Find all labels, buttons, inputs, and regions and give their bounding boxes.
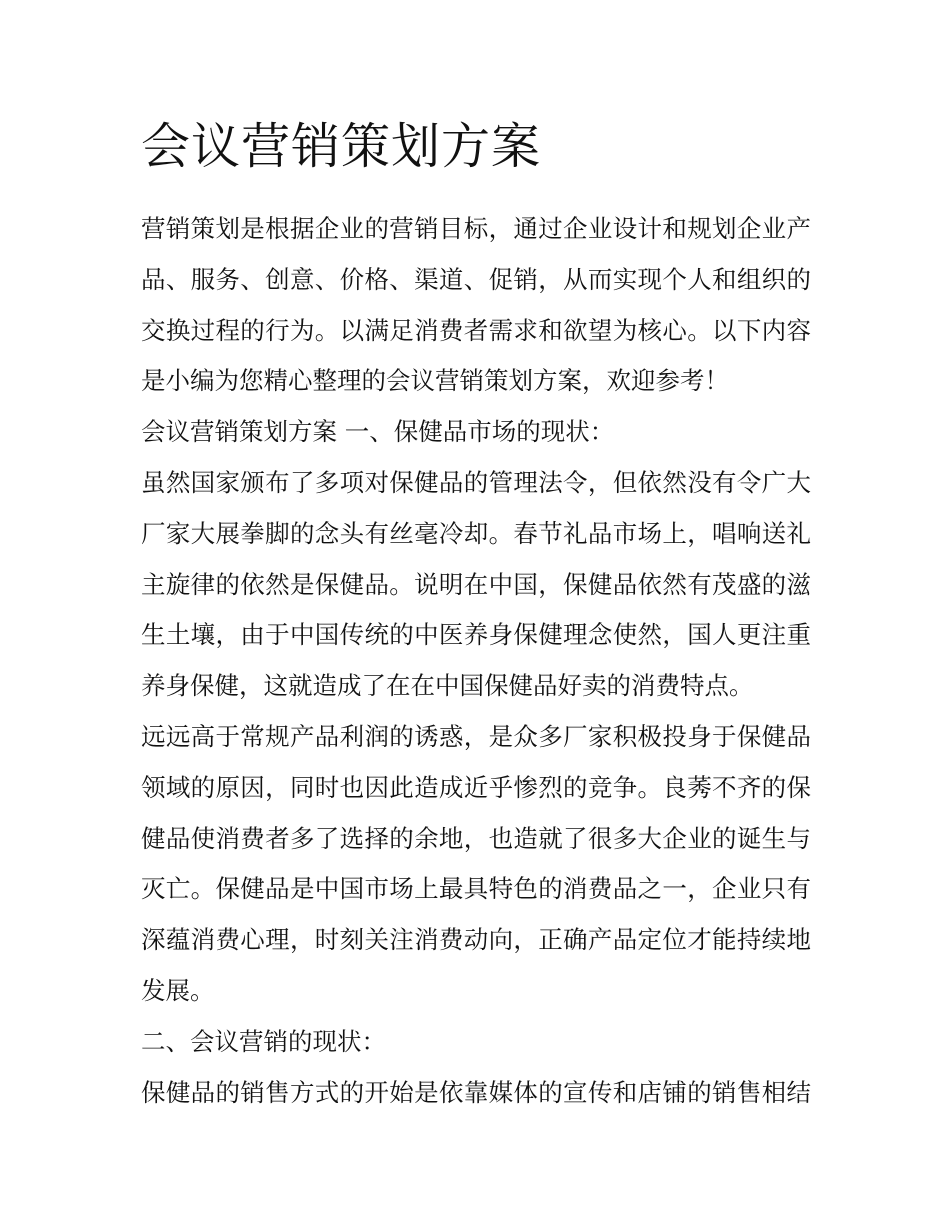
paragraph-line: 保健品的销售方式的开始是依靠媒体的宣传和店铺的销售相结 xyxy=(141,1077,811,1107)
paragraph-line: 领域的原因，同时也因此造成近乎惨烈的竞争。良莠不齐的保 xyxy=(141,772,811,802)
paragraph-line: 营销策划是根据企业的营销目标，通过企业设计和规划企业产 xyxy=(141,214,811,243)
document-body xyxy=(141,112,811,1118)
paragraph-intro xyxy=(141,204,811,407)
paragraph-line: 生土壤，由于中国传统的中医养身保健理念使然，国人更注重 xyxy=(141,620,811,650)
paragraph-line: 会议营销策划方案 一、保健品市场的现状： xyxy=(141,417,615,447)
paragraph-line: 灭亡。保健品是中国市场上最具特色的消费品之一，企业只有 xyxy=(141,874,811,904)
paragraph-line: 健品使消费者多了选择的余地，也造就了很多大企业的诞生与 xyxy=(141,823,811,853)
paragraph-line: 主旋律的依然是保健品。说明在中国，保健品依然有茂盛的滋 xyxy=(141,569,811,599)
paragraph-sales-methods xyxy=(141,1068,811,1119)
paragraph-line: 养身保健，这就造成了在在中国保健品好卖的消费特点。 xyxy=(141,671,754,701)
paragraph-line: 交换过程的行为。以满足消费者需求和欲望为核心。以下内容 xyxy=(141,315,811,345)
paragraph-line: 发展。 xyxy=(141,975,215,1005)
paragraph-line: 品、服务、创意、价格、渠道、促销，从而实现个人和组织的 xyxy=(141,264,811,294)
paragraph-line: 厂家大展拳脚的念头有丝毫冷却。春节礼品市场上，唱响送礼 xyxy=(141,518,811,548)
paragraph-line: 是小编为您精心整理的会议营销策划方案，欢迎参考！ xyxy=(141,366,729,396)
document-title: 会议营销策划方案 xyxy=(141,118,542,175)
paragraph-market-1 xyxy=(141,458,811,712)
paragraph-line: 远远高于常规产品利润的诱惑，是众多厂家积极投身于保健品 xyxy=(141,721,811,751)
paragraph-line: 二、会议营销的现状： xyxy=(141,1026,386,1056)
paragraph-market-2 xyxy=(141,712,811,1017)
paragraph-line: 虽然国家颁布了多项对保健品的管理法令，但依然没有令广大 xyxy=(141,467,811,497)
section-heading-meeting-marketing xyxy=(141,1017,811,1068)
section-heading-market-status xyxy=(141,407,811,458)
paragraph-line: 深蕴消费心理，时刻关注消费动向，正确产品定位才能持续地 xyxy=(141,925,811,955)
